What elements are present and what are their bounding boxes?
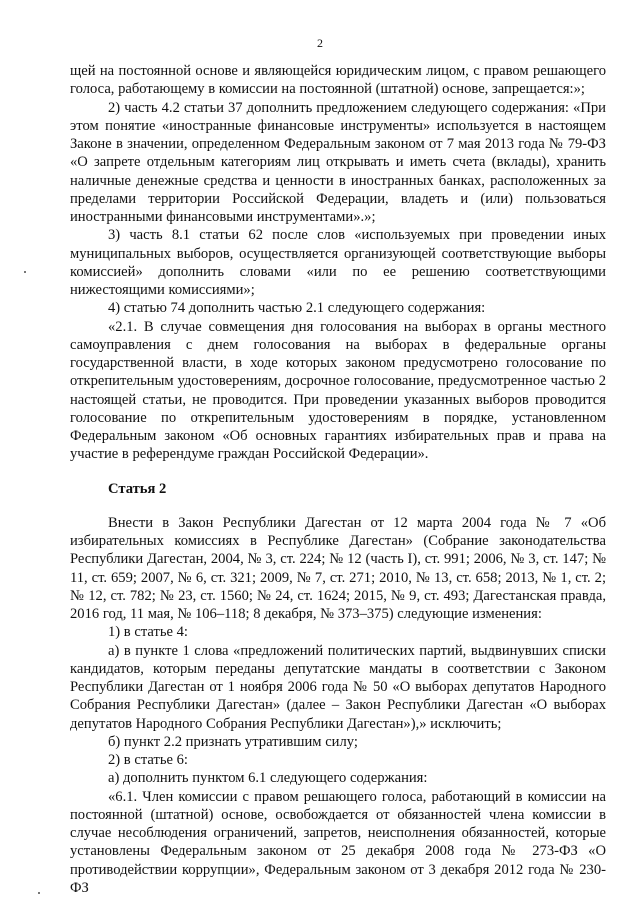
document-body <box>70 62 606 897</box>
paragraph-list-1a: а) в пункте 1 слова «предложений политических партий, выдвинувших списки кандидатов, которым переданы депутатские мандаты в соответствии с Законом Республики Дагестан от 1 ноября 2006 года № 50 «О выборах депутатов Народного Собрания Республики Дагестан» (далее – Закон Республики Дагестан «О выборах депутатов Народного Собрания Республики Дагестан»),» исключить; <box>70 642 606 732</box>
page-number: 2 <box>317 36 323 50</box>
article-heading: Статья 2 <box>108 480 167 497</box>
paragraph-list-1: 1) в статье 4: <box>108 624 188 641</box>
paragraph-amendment-intro: Внести в Закон Республики Дагестан от 12 марта 2004 года № 7 «Об избирательных комиссиях в Республике Дагестан» (Собрание законодательства Республики Дагестан, 2004, № 3, ст. 224; № 12 (часть I), ст. 991; 2006, № 3, ст. 147; № 11, ст. 659; 2007, № 6, ст. 321; 2009, № 7, ст. 271; 2010, № 13, ст. 658; 2013, № 1, ст. 2; № 12, ст. 782; № 23, ст. 1560; № 24, ст. 1624; 2015, № 9, ст. 493; Дагестанская правда, 2016 год, 11 мая, № 106–118; 8 декабря, № 373–375) следующие изменения: <box>70 514 606 622</box>
paragraph-list-1b: б) пункт 2.2 признать утратившим силу; <box>108 733 358 750</box>
paragraph-list-2a: а) дополнить пунктом 6.1 следующего содержания: <box>108 770 428 787</box>
paragraph-item-3: 3) часть 8.1 статьи 62 после слов «используемых при проведении иных муниципальных выборов, осуществляется организующей соответствующие выборы комиссией» дополнить словами «или по ее решению соответствующими нижестоящими комиссиями»; <box>70 227 606 298</box>
paragraph-item-2: 2) часть 4.2 статьи 37 дополнить предложением следующего содержания: «При этом понятие «иностранные финансовые инструменты» используется в настоящем Законе в значении, определенном Федеральным законом от 7 мая 2013 года № 79-ФЗ «О запрете отдельным категориям лиц открывать и иметь счета (вклады), хранить наличные денежные средства и ценности в иностранных банках, расположенных за пределами территории Российской Федерации, владеть и (или) пользоваться иностранными финансовыми инструментами».»; <box>70 99 606 225</box>
paragraph-part-6-1: «6.1. Член комиссии с правом решающего голоса, работающий в комиссии на постоянной (штатной) основе, освобождается от обязанностей члена комиссии в случае несоблюдения ограничений, запретов, неисполнения обязанностей, которые установлены Федеральным законом от 25 декабря 2008 года № 273-ФЗ «О противодействии коррупции», Федеральным законом от 3 декабря 2012 года № 230-ФЗ <box>70 788 606 896</box>
paragraph-item-4: 4) статью 74 дополнить частью 2.1 следующего содержания: <box>108 300 486 317</box>
paragraph-continuation: щей на постоянной основе и являющейся юридическим лицом, с правом решающего голоса, работающему в комиссии на постоянной (штатной) основе, запрещается:»; <box>70 63 606 98</box>
paragraph-part-2-1: «2.1. В случае совмещения дня голосования на выборах в органы местного самоуправления с днем голосования на выборах в федеральные органы государственной власти, в ходе которых законом предусмотрено голосование по открепительным удостоверениям, досрочное голосование, предусмотренное частью 2 настоящей статьи, не проводится. При проведении указанных выборов проводится голосование по открепительным удостоверениям в порядке, установленном Федеральным законом «Об основных гарантиях избирательных прав и права на участие в референдуме граждан Российской Федерации». <box>70 318 606 463</box>
scan-speck <box>38 892 40 894</box>
scan-speck <box>24 271 26 273</box>
paragraph-list-2: 2) в статье 6: <box>108 752 188 768</box>
